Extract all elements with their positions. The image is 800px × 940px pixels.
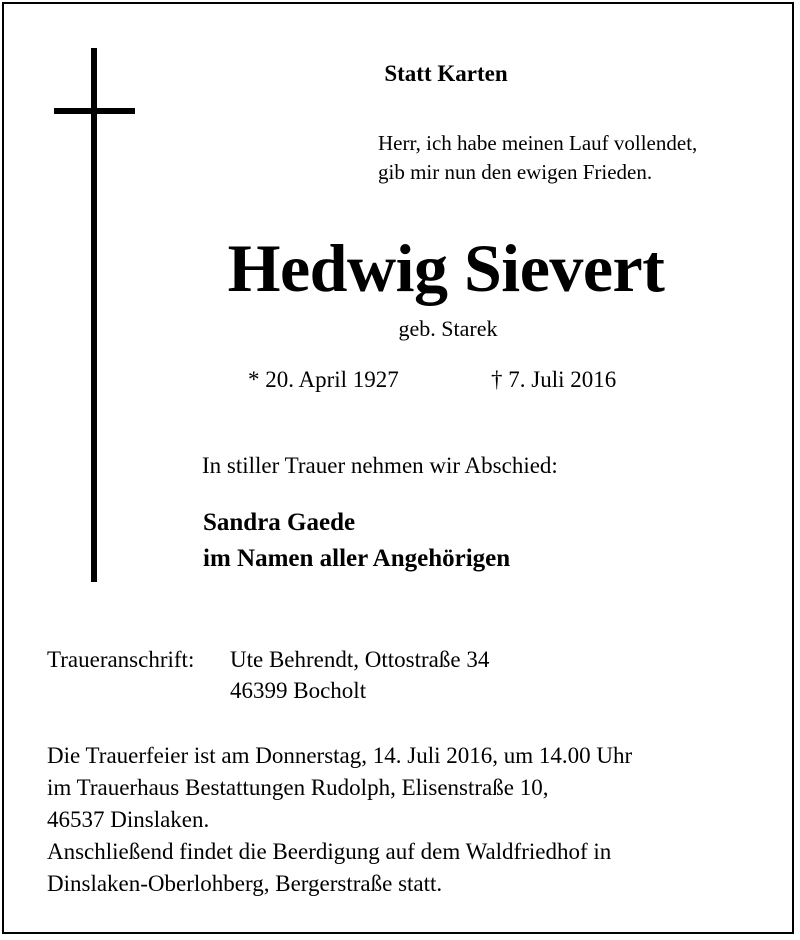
death-date: † 7. Juli 2016 [491,367,617,392]
maiden-name: geb. Starek [398,316,498,341]
funeral-line-4: Anschließend findet die Beerdigung auf dem Waldfriedhof in [47,839,612,864]
verse-line-1: Herr, ich habe meinen Lauf vollendet, [378,131,698,155]
deceased-name: Hedwig Sievert [227,230,665,306]
verse-line-2: gib mir nun den ewigen Frieden. [378,160,653,184]
address-line-1: Ute Behrendt, Ottostraße 34 [230,647,490,672]
funeral-line-1: Die Trauerfeier ist am Donnerstag, 14. Juli 2016, um 14.00 Uhr [47,743,633,768]
address-line-2: 46399 Bocholt [230,678,367,703]
cross-horizontal-bar [54,108,135,114]
funeral-line-2: im Trauerhaus Bestattungen Rudolph, Elisenstraße 10, [47,775,549,800]
cross-vertical-bar [91,48,97,582]
birth-date: * 20. April 1927 [248,367,399,392]
notice-heading: Statt Karten [384,61,508,86]
address-label: Traueranschrift: [47,647,195,672]
funeral-line-5: Dinslaken-Oberlohberg, Bergerstraße statt. [47,871,443,896]
mourning-line: In stiller Trauer nehmen wir Abschied: [202,453,558,478]
signer-line-1: Sandra Gaede [203,509,356,536]
signer-line-2: im Namen aller Angehörigen [203,545,511,572]
funeral-line-3: 46537 Dinslaken. [47,807,210,832]
